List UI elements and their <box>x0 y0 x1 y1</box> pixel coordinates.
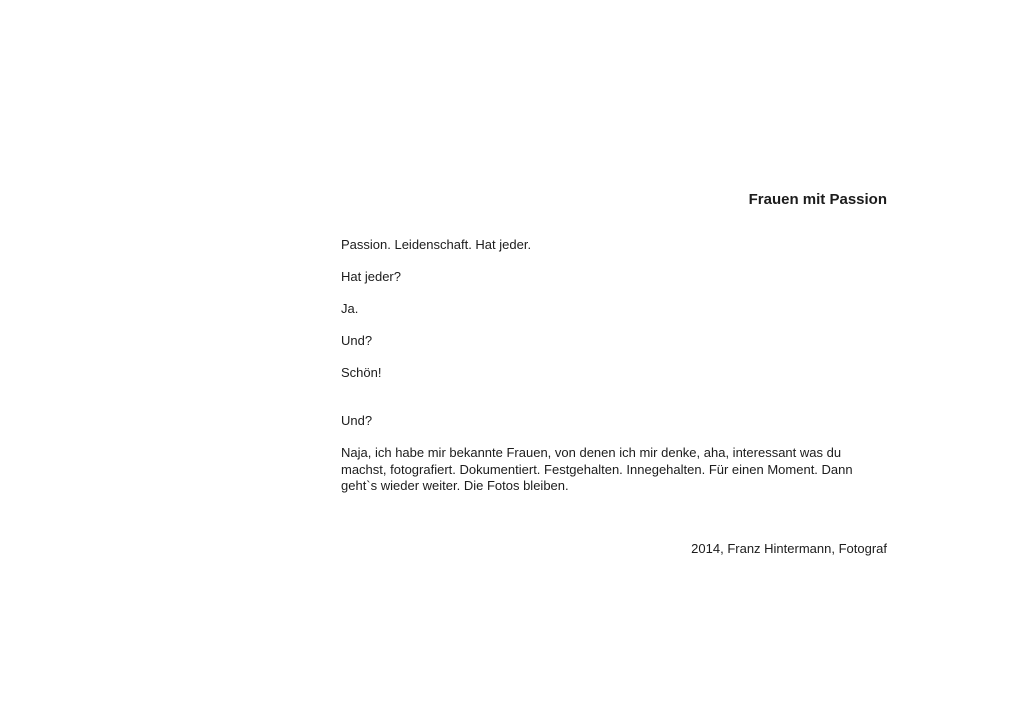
body-line: Ja. <box>341 301 359 316</box>
body-text-block <box>341 237 921 511</box>
paragraph-line: Naja, ich habe mir bekannte Frauen, von denen ich mir denke, aha, interessant was du <box>341 445 842 460</box>
body-line: Schön! <box>341 365 382 380</box>
body-paragraph <box>341 445 921 495</box>
paragraph-line: geht`s wieder weiter. Die Fotos bleiben. <box>341 478 569 493</box>
body-line: Und? <box>341 333 373 348</box>
body-line: Passion. Leidenschaft. Hat jeder. <box>341 237 532 252</box>
paragraph-line: machst, fotografiert. Dokumentiert. Festgehalten. Innegehalten. Für einen Moment. Dann <box>341 461 853 477</box>
body-line: Hat jeder? <box>341 269 401 284</box>
author-credit: 2014, Franz Hintermann, Fotograf <box>691 541 887 556</box>
page-title: Frauen mit Passion <box>748 191 887 208</box>
body-line: Und? <box>341 413 373 428</box>
